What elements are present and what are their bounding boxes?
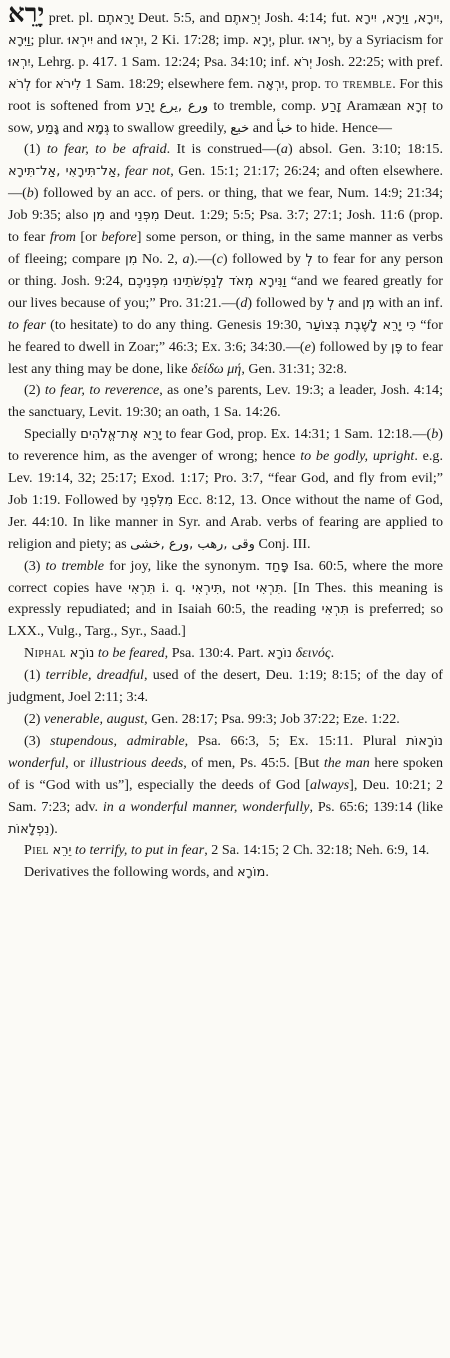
text-run: here spoken of is “God with us”], especially the deeds of God [	[8, 754, 444, 793]
small-caps-term: Piel	[24, 842, 49, 859]
text-run: , 2 Sa. 14:15; 2 Ch. 32:18; Neh. 6:9, 14.	[204, 842, 430, 859]
text-run: ) to reverence him, as the avenger of wrong; hence	[8, 426, 443, 465]
text-run: . It is construed—(	[166, 141, 281, 158]
arabic-word: خبع	[230, 120, 250, 136]
text-run: and	[105, 207, 135, 224]
text-run: , or	[65, 754, 90, 771]
sense-1-paragraph	[8, 139, 443, 380]
text-run: (1)	[24, 667, 46, 684]
small-caps-term: to tremble	[324, 75, 393, 92]
italic-gloss: terrible, dreadful	[45, 667, 144, 684]
text-run: Deut. 5:5, and	[133, 10, 225, 26]
hebrew-word: מִן	[92, 208, 106, 224]
hebrew-word: נוֹרָאוֹת	[406, 733, 444, 749]
hebrew-word: וַנִּירָא מְאֹד לְנַפְשֹׁתֵינוּ מִפְּנֵיכֶם	[127, 273, 287, 289]
italic-gloss: b	[431, 426, 439, 443]
text-run: No. 2,	[137, 250, 183, 267]
text-run: , Psa. 130:4. Part.	[164, 645, 268, 662]
greek-word: δεινός	[295, 645, 331, 662]
entry-head-paragraph	[8, 0, 444, 139]
text-run: to fear God, prop. Ex. 14:31; 1 Sam. 12:18.—(	[161, 426, 432, 443]
text-run: (1)	[24, 141, 47, 158]
text-run: Josh. 22:25; with pref.	[312, 53, 444, 70]
italic-gloss: to fear	[8, 316, 46, 333]
small-caps-term: Niphal	[24, 645, 67, 662]
hebrew-word: תִּרְאִי	[256, 580, 284, 596]
text-run: , Lehrg. p. 417. 1 Sam. 12:24; Psa. 34:10; inf.	[30, 53, 294, 70]
text-run: and	[93, 31, 122, 48]
text-run: ,	[439, 10, 443, 26]
text-run: Deut. 1:29; 5:5; Psa. 3:7; 27:1; Josh. 11:6 (prop. to fear	[8, 207, 443, 246]
text-run: ; plur.	[30, 31, 68, 48]
italic-gloss: a	[182, 250, 190, 267]
text-run: ], Deu. 10:21; 2 Sam. 7:23; adv.	[8, 776, 443, 815]
hebrew-word: נוֹרָא	[267, 646, 293, 662]
italic-gloss: before	[101, 229, 137, 246]
hebrew-word: אַל־תִּירָאִי ,אַל־תִּירָא	[8, 164, 117, 180]
arabic-word: وقى ,رهب ,ورع ,خشى	[130, 536, 255, 552]
headword-hebrew: יָרֵא	[8, 0, 45, 28]
arabic-word: خبأ	[276, 120, 293, 136]
hebrew-word: מִלִּפְנֵי	[140, 492, 174, 508]
text-run: ) absol. Gen. 3:10; 18:15.	[287, 141, 443, 158]
italic-gloss: stupendous, admirable	[50, 732, 185, 749]
text-run: , Gen. 28:17; Psa. 99:3; Job 37:22; Eze. 1:22.	[144, 711, 400, 727]
text-run: to swallow greedily,	[109, 119, 231, 136]
text-run: and	[59, 119, 87, 136]
text-run: pret. pl.	[44, 10, 98, 26]
italic-gloss: c	[216, 250, 223, 267]
italic-gloss: illustrious deeds	[89, 754, 184, 771]
italic-gloss: always	[309, 776, 350, 793]
text-run: Ecc. 8:12, 13. Once without the name of God, Jer. 44:10. In like manner in Syr. and Arab. verbs of fearing are applied to religion and piety; as	[8, 491, 443, 552]
text-run: Conj. III.	[254, 535, 311, 552]
text-run: “for he feared to dwell in Zoar;” 46:3; Ex. 3:6; 34:30.—(	[8, 316, 443, 355]
hebrew-word: לִירֹא	[55, 76, 82, 92]
italic-gloss: in a wonderful manner, wonderfully	[102, 798, 310, 815]
hebrew-word: זְרָא	[406, 98, 427, 114]
hebrew-word: מוֹרָא	[236, 865, 266, 881]
text-run: , as one’s parents, Lev. 19:3; a leader, Josh. 4:14; the sanctuary, Levit. 19:30; an oath, 1 Sa. 14:26.	[8, 382, 443, 421]
text-run: , prop.	[284, 75, 325, 92]
hebrew-word: נוֹרָא	[69, 646, 95, 662]
piel-paragraph	[8, 840, 443, 862]
hebrew-word: גְּמָא	[86, 120, 110, 136]
text-run: , used of the desert, Deu. 1:19; 8:15; of the day of judgment, Joel 2:11; 3:4.	[8, 667, 443, 706]
text-run: .	[265, 864, 269, 881]
hebrew-word: לְ	[305, 251, 313, 267]
niphal-sense-3-paragraph	[8, 731, 443, 841]
hebrew-word: נִפְלָאוֹת	[8, 821, 50, 837]
niphal-sense-2-paragraph	[8, 709, 443, 731]
hebrew-word: מִפְּנֵי	[134, 208, 160, 224]
italic-gloss: fear not	[124, 163, 171, 180]
text-run: , not	[222, 579, 257, 596]
italic-gloss: the man	[323, 754, 370, 771]
sense-2-specially-paragraph	[8, 424, 443, 555]
italic-gloss: wonderful	[8, 754, 66, 771]
text-run: , 2 Ki. 17:28; imp.	[143, 31, 253, 48]
hebrew-word: גָּמַע	[36, 120, 60, 136]
text-run: (2)	[24, 382, 45, 399]
text-run: Derivatives the following words, and	[24, 864, 237, 881]
hebrew-word: מִן	[125, 251, 138, 267]
text-run: to sow,	[8, 97, 443, 136]
text-run: (3)	[24, 557, 46, 574]
hebrew-word: תִּרְאִי	[321, 602, 350, 618]
text-run: Aramæan	[341, 97, 407, 114]
italic-gloss: d	[240, 294, 248, 311]
text-run: (2)	[24, 711, 44, 727]
text-run: Isa. 60:5, where the more correct copies have	[8, 557, 444, 596]
text-run: .	[330, 645, 335, 662]
text-run: , Gen. 15:1; 21:17; 26:24; and often elsewhere.—(	[8, 163, 444, 202]
text-run: [or	[75, 229, 102, 246]
hebrew-word: יְרֵאתֶם	[224, 11, 261, 26]
hebrew-word: תִּירְאִי	[191, 580, 223, 596]
hebrew-word: יְראוּ	[308, 32, 331, 48]
text-run: Specially	[24, 426, 81, 443]
text-run: , Psa. 66:3, 5; Ex. 15:11. Plural	[184, 732, 407, 749]
hebrew-word: יְרֹא	[293, 54, 313, 70]
text-run: . e.g. Lev. 19:14, 32; 25:17; Exod. 1:17; Pro. 3:7, “fear God, and fly from evil;” Job 1:19. Followed by	[8, 448, 443, 508]
italic-gloss: to fear, to reverence	[44, 382, 160, 399]
text-run: ).—(	[189, 250, 217, 267]
italic-gloss: from	[49, 229, 76, 246]
italic-gloss: b	[26, 185, 34, 202]
text-run: . [In Thes. this meaning is expressly repudiated; and in Isaiah 60:5, the reading	[8, 579, 443, 618]
text-run: i. q.	[155, 579, 192, 596]
text-run: ) followed by	[222, 250, 306, 267]
text-run: “and we feared greatly for our lives because of you;” Pro. 31:21.—(	[8, 272, 444, 311]
hebrew-word: פָּחַד	[264, 558, 289, 574]
italic-gloss: e	[304, 338, 311, 355]
text-run: 1 Sam. 18:29; elsewhere fem.	[81, 75, 258, 92]
text-run: ] some person, or thing, in the same manner as verbs of fleeing; compare	[8, 229, 443, 267]
hebrew-word: יָרֵאתֶם	[97, 11, 134, 26]
hebrew-word: יָרַע	[135, 98, 155, 114]
hebrew-word: יִרְאוּ	[121, 32, 144, 48]
text-run: ) followed by	[310, 338, 391, 355]
text-run: , Ps. 65:6; 139:14 (like	[309, 798, 443, 815]
arabic-word: ورع ,يرع	[159, 98, 209, 114]
hebrew-word: מִן	[362, 295, 375, 311]
text-run: , of men, Ps. 45:5. [But	[183, 754, 324, 771]
text-run: is preferred; so LXX., Vulg., Targ., Syr., Saad.]	[8, 601, 443, 640]
italic-gloss: to be godly, upright	[300, 448, 415, 465]
hebrew-word: יֵרֵא	[52, 843, 72, 859]
hebrew-word: יִירָא, וַיִּרָא, יִירָא	[354, 11, 440, 26]
text-run: with an inf.	[374, 294, 443, 311]
text-run: , by a Syriacism for	[330, 31, 443, 48]
text-run: for joy, like the synonym.	[104, 557, 265, 574]
italic-gloss: to tremble	[45, 557, 105, 574]
hebrew-word: יְרָא	[252, 32, 272, 48]
text-run: (3)	[24, 732, 51, 749]
text-run: (to hesitate) to do any thing. Genesis 19:30,	[45, 316, 306, 333]
italic-gloss: to be feared	[97, 645, 165, 662]
text-run: ) followed by	[247, 294, 328, 311]
text-run: , plur.	[271, 31, 309, 48]
text-run: to fear for any person or thing. Josh. 9:24,	[8, 250, 444, 289]
text-run: to tremble, comp.	[208, 97, 322, 114]
text-run: Josh. 4:14; fut.	[260, 10, 355, 26]
niphal-sense-1-paragraph	[8, 665, 443, 709]
text-run: to fear lest any thing may be done, like	[8, 338, 443, 377]
niphal-paragraph	[8, 643, 443, 665]
hebrew-word: יִרְאוּ	[8, 54, 31, 70]
hebrew-word: תִּרְאִי	[128, 580, 156, 596]
hebrew-word: יִרְאָה	[257, 76, 285, 92]
hebrew-word: זָרַע	[321, 98, 342, 114]
text-run: ).	[49, 820, 58, 837]
text-run: , Gen. 31:31; 32:8.	[241, 360, 348, 377]
text-run: and	[334, 294, 363, 311]
italic-gloss: to terrify, to put in fear	[75, 842, 205, 859]
sense-2-paragraph	[8, 380, 443, 424]
hebrew-word: לְרֹא	[8, 76, 32, 92]
greek-word: δείδω μή	[191, 360, 242, 377]
hebrew-word: וַיִּרָא	[8, 32, 31, 48]
sense-3-paragraph	[8, 556, 443, 644]
text-run: and	[249, 119, 277, 136]
italic-gloss: venerable, august	[43, 711, 145, 727]
italic-gloss: a	[280, 141, 288, 158]
hebrew-word: לְ	[327, 295, 335, 311]
italic-gloss: to fear, to be afraid	[46, 141, 167, 158]
text-run: to hide. Hence—	[292, 119, 392, 136]
hebrew-word: פֶּן	[390, 339, 403, 355]
hebrew-word: כִּי יָרֵא לָשֶׁבֶת בְּצוֹעַר	[305, 317, 417, 333]
text-run: . For this root is softened from	[8, 75, 444, 114]
text-run: ) followed by an acc. of pers. or thing, that we fear, Num. 14:9; 21:34; Job 9:35; also	[8, 185, 443, 224]
text-run: ,	[116, 163, 125, 180]
hebrew-word: יָרֵא אֶת־אֱלֹהִים	[80, 427, 162, 443]
hebrew-word: יִירְאוּ	[67, 32, 93, 48]
derivatives-paragraph	[8, 862, 443, 884]
text-run: for	[31, 75, 56, 92]
